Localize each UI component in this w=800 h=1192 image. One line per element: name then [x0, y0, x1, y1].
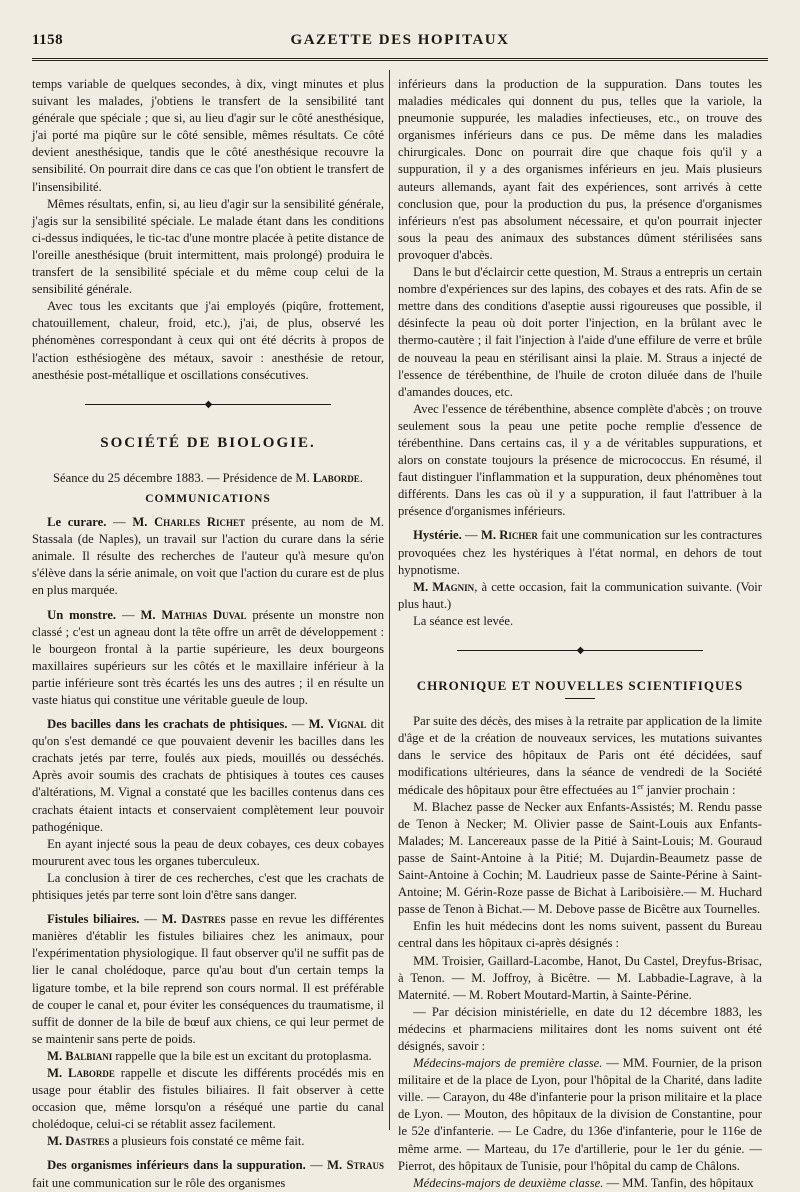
paragraph: En ayant injecté sous la peau de deux cobayes, ces deux cobayes moururent avec tous les organes tuberculeux.	[32, 836, 384, 868]
ornament-divider: ◆	[32, 396, 384, 413]
right-column	[398, 76, 762, 1192]
seance-line: Séance du 25 décembre 1883. — Présidence de M. Laborde.	[53, 470, 363, 485]
paragraph: — Par décision ministérielle, en date du 12 décembre 1883, les médecins et pharmaciens militaires dont les noms suivent ont été désignés, savoir :	[398, 1004, 762, 1053]
paragraph: temps variable de quelques secondes, à dix, vingt minutes et plus suivant les malades, j'obtiens le transfert de la sensibilité tant générale que spéciale ; que si, au lieu d'agir sur le côté anesthésique, j'ai porté ma piqûre sur le côté sensible, mêmes résultats. Ce côté devient anesthésique, tandis que le côté anesthésique recouvre la sensibilité. On pourrait dire dans ce cas que l'on obtient le transfert de l'insensibilité.	[32, 77, 384, 194]
paragraph: Mêmes résultats, enfin, si, au lieu d'agir sur la sensibilité générale, j'agis sur la sensibilité spéciale. Le malade étant dans les conditions ci-dessus indiquées, le tic-tac d'une montre placée à petite distance de l'oreille anesthésique (bruit intermittent, mais prolongé) produira le transfert de la sensibilité spéciale et du même coup celui de la sensibilité générale.	[32, 196, 384, 297]
section-title-biologie: SOCIÉTÉ DE BIOLOGIE.	[100, 434, 316, 451]
article-monstre: Un monstre. — M. Mathias Duval présente un monstre non classé ; c'est un agneau dont la tête offre un arrêt de développement : le bourgeon frontal à la partie supérieure, les deux bourgeons maxillaires supérieurs sur les côtés et le maxillaire inférieur à la partie inférieure sont très écartés les uns des autres ; il en résulte un vaste hiatus qui constitue une véritable gueule de loup.	[32, 607, 385, 707]
paragraph: Médecins-majors de première classe. — MM. Fournier, de la prison militaire et de la place de Lyon, pour l'hôpital de la Charité, dans ladite ville. — Carayon, du 48e d'infanterie pour la prison militaire et la place de Lyon. — Mouton, des hôpitaux de la division de Constantine, pour le 52e d'infanterie. — Le Cadre, du 136e d'infanterie, pour le 116e de même arme. — Marteau, du 17e d'artillerie, pour le 1er du génie. — Pierrot, des hôpitaux de Tunisie, pour l'hôpital du camp de Châlons.	[398, 1056, 762, 1173]
paragraph: La séance est levée.	[413, 613, 514, 628]
journal-title: GAZETTE DES HOPITAUX	[290, 32, 510, 48]
article-curare: Le curare. — M. Charles Richet présente, au nom de M. Stassala (de Naples), un travail sur l'action du curare dans la série animale. Il résulte des recherches de l'auteur qu'à mesure qu'on s'élève dans la série animale, on voit que l'action du curare est de plus en plus marquée.	[32, 515, 385, 598]
section-title-chronique: CHRONIQUE ET NOUVELLES SCIENTIFIQUES	[416, 678, 744, 694]
article-hysterie: Hystérie. — M. Richer fait une communication sur les contractures provoquées chez les hystériques à l'état normal, en dehors de tout hypnotisme.	[398, 528, 762, 577]
header-rule	[32, 58, 768, 64]
paragraph: Avec tous les excitants que j'ai employés (piqûre, frottement, chatouillement, chaleur, froid, etc.), j'ai, de plus, observé les phénomènes correspondant à ceux qui ont été décrits à propos de l'action esthésiogène des métaux, savoir : anesthésie de retour, anesthésie post-métallique et oscillations consécutives.	[32, 299, 384, 382]
communications-heading: COMMUNICATIONS	[145, 492, 271, 505]
page-header	[32, 32, 768, 54]
ornament-divider: ◆	[398, 642, 762, 659]
article-fistules: Fistules biliaires. — M. Dastres passe en revue les différentes manières d'établir les fistules biliaires chez les animaux, pour l'expérimentation physiologique. Il faut observer qu'il ne suffit pas de lier le canal cholédoque, parce qu'au bout d'un certain temps la ligature tombe, et la bile reprend son cours normal. Il est préférable de couper le canal et, pour éviter les conséquences du traumatisme, il suffit de donner de la bile de bœuf aux chiens, ce qui leur permet de se maintenir sans perte de poids.	[32, 912, 384, 1046]
paragraph: Médecins-majors de deuxième classe. — MM. Tanfin, des hôpitaux	[413, 1175, 754, 1190]
paragraph: Avec l'essence de térébenthine, absence complète d'abcès ; on trouve seulement sous la peau une petite poche remplie d'essence de térébenthine. Dans certains cas, il y a de véritables suppurations, et alors on constate toujours la présence de micrococcus. En résumé, il faut distinguer l'inflammation et la suppuration, deux phénomènes tout différents. Dans les cas où il y a suppuration, il faut l'attribuer à la présence d'organismes inférieurs.	[398, 401, 762, 519]
paragraph: M. Blachez passe de Necker aux Enfants-Assistés; M. Rendu passe de Tenon à Necker; M. Olivier passe de Saint-Louis aux Enfants-Malades; M. Lancereaux passe de la Pitié à Saint-Louis; M. Gouraud passe de Saint-Antoine à la Pitié; M. Dujardin-Beaumetz passe de Saint-Antoine à Cochin; M. Laudrieux passe de Sainte-Périne à Saint-Antoine; M. Gérin-Roze passe de Bichat à Lariboisière.— M. Huchard passe de Tenon à Bichat.— M. Debove passe de Bicêtre aux Tournelles.	[398, 799, 762, 917]
left-column	[32, 76, 384, 1192]
paragraph: MM. Troisier, Gaillard-Lacombe, Hanot, Du Castel, Dreyfus-Brisac, à Tenon. — M. Joffroy, à Bicêtre. — M. Labbadie-Lagrave, à la Maternité. — M. Robert Moutard-Martin, à Sainte-Périne.	[398, 953, 762, 1002]
paragraph: M. Balbiani rappelle que la bile est un excitant du protoplasma.	[47, 1048, 372, 1063]
article-organismes: Des organismes inférieurs dans la suppuration. — M. Straus fait une communication sur le rôle des organismes	[32, 1158, 384, 1190]
paragraph: La conclusion à tirer de ces recherches, c'est que les crachats de phtisiques jetés par terre sont loin d'être sans danger.	[32, 870, 384, 903]
paragraph: Par suite des décès, des mises à la retraite par application de la limite d'âge et de la création de nouveaux services, les mutations suivantes dans le service des hôpitaux de Paris ont été décidées, sauf modifications ultérieures, dans la séance de vendredi de la Société médicale des hôpitaux pour être effectuées au 1er janvier prochain :	[398, 714, 762, 797]
paragraph: M. Laborde rappelle et discute les différents procédés mis en usage pour établir des fistules biliaires. Il fait observer à cette occasion que, même lorsqu'on a réséqué une partie du canal cholédoque, celui-ci se rétablit assez facilement.	[32, 1065, 384, 1132]
paragraph: M. Dastres a plusieurs fois constaté ce même fait.	[47, 1134, 305, 1149]
column-separator	[389, 70, 390, 1130]
paragraph: M. Magnin, à cette occasion, fait la communication suivante. (Voir plus haut.)	[398, 579, 763, 611]
short-rule	[565, 698, 595, 699]
article-bacilles: Des bacilles dans les crachats de phtisiques. — M. Vignal dit qu'on s'est demandé ce que pouvaient devenir les bacilles dans les crachats jetés par terre, foulés aux pieds, mouillés ou desséchés. Après avoir soumis des crachats de phtisiques à toutes ces causes d'altérations, M. Vignal a constaté que les bacilles contenus dans ces crachats étaient intacts et conservaient complètement leur pouvoir pathogénique.	[32, 717, 384, 834]
page-number: 1158	[32, 32, 64, 48]
paragraph: Enfin les huit médecins dont les noms suivent, passent du Bureau central dans les hôpitaux ci-après désignés :	[398, 919, 762, 951]
paragraph: inférieurs dans la production de la suppuration. Dans toutes les maladies médicales qui donnent du pus, telles que la variole, la pneumonie suppurée, les maladies infectieuses, etc., on trouve des organismes inférieurs dans ce pus. De même dans les maladies chirurgicales. Donc on pourrait dire que chaque fois qu'il y a suppuration, il y a des organismes inférieurs en jeu. Mais plusieurs auteurs allemands, ayant fait des expériences, sont arrivés à cette conclusion que, pour la production du pus, la présence d'organismes inférieurs n'est pas absolument nécessaire, et qu'on pourrait injecter sous la peau des animaux des substances dûment stérilisées sans provoquer d'abcès.	[398, 77, 762, 262]
paragraph: Dans le but d'éclaircir cette question, M. Straus a entrepris un certain nombre d'expériences sur des lapins, des cobayes et des rats. Afin de se mettre dans des conditions d'aseptie aussi rigoureuses que possible, il désinfecte la peau où doit porter l'injection, en la brûlant avec le thermo-cautère ; il fait l'injection à l'aide d'une effilure de verre et brûle de nouveau la peau en stérilisant ainsi la plaie. M. Straus a injecté de l'essence de térébenthine, de l'huile de croton diluée dans de l'huile d'amandes douces, etc.	[398, 265, 762, 399]
